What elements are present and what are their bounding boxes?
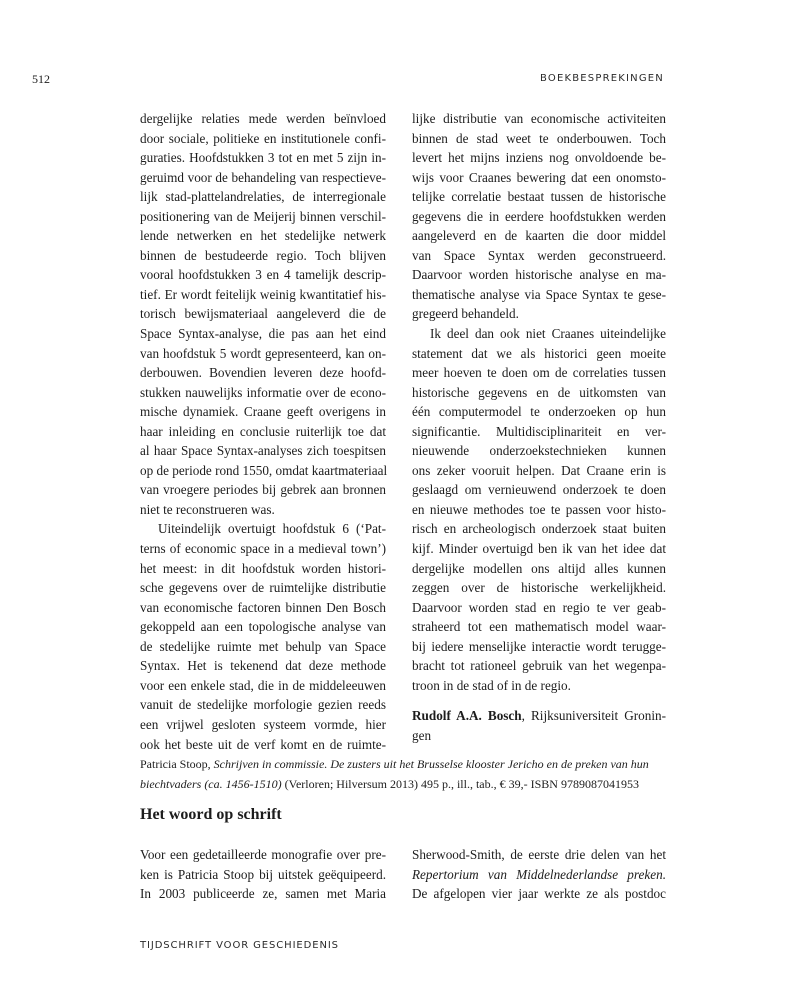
text-line: In 2003 publiceerde ze, samen met Maria	[140, 886, 386, 902]
text-line: significantie. Multidisciplinariteit en ver-	[412, 423, 666, 439]
reviewer-name: Rudolf A.A. Bosch	[412, 708, 522, 724]
text-line: straheerd tot een mathematisch model waar-	[412, 619, 666, 635]
review1-left-column	[140, 109, 386, 754]
text-line: gegevens die in eerdere hoofdstukken werden	[412, 208, 666, 224]
text-line: binnen de stad weet te onderbouwen. Toch	[412, 130, 666, 146]
text-line: één computermodel te onderzoeken op hun	[412, 404, 666, 420]
text-line: dergelijke relaties mede werden beïnvloed	[140, 111, 386, 126]
text-line: geruimd voor de behandeling van respectieve-	[140, 169, 386, 185]
text-line: thematische analyse via Space Syntax te gese-	[412, 286, 666, 302]
text-line: nieuwende onderzoekstechnieken kunnen	[412, 443, 666, 459]
page-number: 512	[32, 72, 50, 86]
text-line: positionering van de Meijerij binnen verschil-	[140, 208, 386, 224]
text-line: haar inleiding en conclusie ruiterlijk toe dat	[140, 423, 386, 439]
text-line: Uiteindelijk overtuigt hoofdstuk 6 (‘Pat-	[158, 521, 386, 537]
review2-left-column	[140, 845, 386, 904]
text-line: terns of economic space in a medieval town’)	[140, 541, 386, 557]
text-line: van Space Syntax werden geconstrueerd.	[412, 247, 666, 263]
citation-title: Schrijven in commissie. De zusters uit het Brusselse klooster Jericho en de preken van hun	[213, 757, 649, 771]
text-line: vanuit de stedelijke morfologie gezien reeds	[140, 697, 386, 713]
text-line: op de periode rond 1550, omdat kaartmateriaal	[140, 462, 388, 478]
text-line: historische gegevens en de uitkomsten van	[412, 384, 666, 400]
text-line: derbouwen. Bovendien leveren deze hoofd-	[140, 365, 386, 381]
review1-right-column	[412, 109, 666, 746]
text-line: van economische factoren binnen Den Bosch	[140, 599, 386, 615]
text-line: binnen de bestudeerde regio. Toch blijven	[140, 247, 386, 263]
text-line: bracht tot rationeel gebruik van het wegenpa-	[412, 658, 666, 674]
citation-details: (Verloren; Hilversum 2013) 495 p., ill., tab., € 39,- ISBN 9789087041953	[281, 777, 639, 791]
text-line: lende netwerken en het stedelijke netwerk	[140, 228, 386, 244]
text-line: tief. Er wordt feitelijk weinig kwantitatief his-	[140, 286, 386, 302]
text-line: niet te reconstrueren was.	[140, 501, 275, 517]
text-line: ook het beste uit de verf komt en de ruimte-	[140, 736, 386, 752]
text-line: wijs voor Craanes bewering dat een onomsto-	[412, 169, 666, 185]
text-line: al haar Space Syntax-analyses zich toespitsen	[140, 443, 386, 459]
running-head: BOEKBESPREKINGEN	[540, 73, 664, 84]
book-citation	[140, 754, 666, 794]
text-line: troon in de stad of in de regio.	[412, 677, 571, 693]
text-line: torisch bewijsmateriaal aangeleverd die de	[140, 306, 386, 322]
review2-right-column	[412, 845, 666, 904]
text-line: lijke distributie van economische activiteiten	[412, 111, 666, 126]
text-line: dergelijke modellen ons altijd alles kunnen	[412, 560, 666, 576]
text-line: gregeerd behandeld.	[412, 306, 519, 322]
text-line: meer hoeven te doen om de correlaties tussen	[412, 365, 666, 381]
text-line: Syntax. Het is tekenend dat deze methode	[140, 658, 386, 674]
text-line: telijke correlatie bestaat tussen de historische	[412, 189, 666, 205]
text-line: kijf. Minder overtuigd ben ik van het idee dat	[412, 541, 666, 557]
text-line: Daarvoor worden stad en regio te ver geab-	[412, 599, 666, 615]
text-line: guraties. Hoofdstukken 3 tot en met 5 zijn in-	[140, 150, 386, 166]
text-line: en nieuwe methodes toe te passen voor histo-	[412, 501, 666, 517]
text-line: levert het mijns inziens nog onvoldoende be-	[412, 150, 666, 166]
text-line: ons zeker vooruit helpen. Dat Craane erin is	[412, 462, 666, 478]
citation-author: Patricia Stoop,	[140, 757, 214, 771]
text-line: de stedelijke ruimte met behulp van Space	[140, 638, 386, 654]
text-line: geslaagd om vernieuwend onderzoek te doen	[412, 482, 666, 498]
text-line: Daarvoor worden historische analyse en ma-	[412, 267, 666, 283]
citation-line-1	[140, 754, 666, 774]
reviewer-affiliation: , Rijksuniversiteit Gronin-	[521, 708, 667, 724]
text-line: voor een enkele stad, die in de middeleeuwen	[140, 677, 386, 693]
review-title: Het woord op schrift	[140, 806, 282, 823]
text-line: gekoppeld aan een topologische analyse van	[140, 619, 386, 635]
text-line: stukken nauwelijks informatie over de econo-	[140, 384, 386, 400]
text-line: bij iedere menselijke interactie wordt terugge-	[412, 638, 666, 654]
citation-line-2	[140, 774, 666, 794]
text-line: Space Syntax-analyse, die pas aan het eind	[140, 326, 386, 342]
text-line: door sociale, politieke en institutionele confi-	[140, 130, 386, 146]
text-line: aangeleverd en de kaarten die door middel	[412, 228, 666, 244]
text-line: sche gegevens over de ruimtelijke distributie	[140, 580, 386, 596]
reviewer-affiliation-cont: gen	[412, 727, 432, 743]
running-foot: TIJDSCHRIFT VOOR GESCHIEDENIS	[140, 940, 339, 951]
text-line: van vroegere periodes bij gebrek aan bronnen	[140, 482, 386, 498]
text-line: Voor een gedetailleerde monografie over pre-	[140, 847, 386, 862]
text-line: het meest: in dit hoofdstuk worden histori-	[140, 560, 386, 576]
text-line: lijk stad-plattelandrelaties, de interregionale	[140, 189, 386, 205]
text-line: statement dat we als historici geen moeite	[412, 345, 666, 361]
text-line: zeggen over de historische werkelijkheid.	[412, 580, 666, 596]
text-line: Repertorium van Middelnederlandse preken.	[412, 866, 666, 882]
text-line: een vrijwel gesloten systeem vormde, hier	[140, 716, 386, 732]
paragraph-gap	[412, 695, 666, 706]
reviewer-signature	[412, 706, 666, 726]
text-line: De afgelopen vier jaar werkte ze als postdoc	[412, 886, 666, 902]
text-line: van hoofdstuk 5 wordt gepresenteerd, kan on-	[140, 345, 386, 361]
text-line: Ik deel dan ook niet Craanes uiteindelijke	[430, 326, 666, 342]
text-line: Sherwood-Smith, de eerste drie delen van het	[412, 847, 666, 862]
text-line: risch en archeologisch onderzoek staat buiten	[412, 521, 666, 537]
text-line: vooral hoofdstukken 3 en 4 tamelijk descrip-	[140, 267, 386, 283]
text-line: mische dynamiek. Craane geeft overigens in	[140, 404, 386, 420]
citation-title-cont: biechtvaders (ca. 1456-1510)	[140, 777, 282, 791]
text-line: ken is Patricia Stoop bij uitstek geëquipeerd.	[140, 866, 386, 882]
